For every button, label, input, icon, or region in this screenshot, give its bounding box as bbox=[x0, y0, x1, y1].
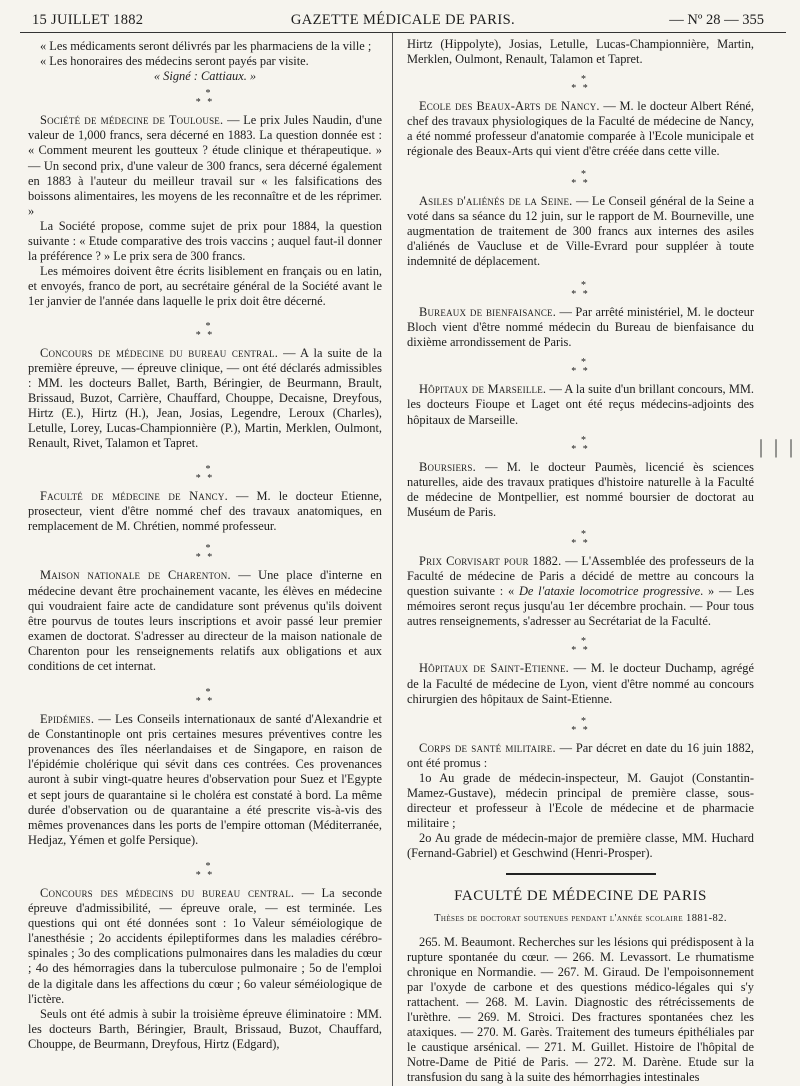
article-heading: Faculté de médecine de Nancy. bbox=[40, 489, 228, 504]
article-heading: Concours de médecine du bureau central. bbox=[40, 345, 279, 360]
asterism-divider: * * * bbox=[571, 280, 590, 301]
asterism-divider: * * * bbox=[195, 860, 215, 881]
article-concours-2: Concours des médecins du bureau central. — La seconde épreuve d'admissibilité, — épreuve orale, — est terminée. Les questions qui ont été données sont : 1o Valeur séméiologique de l'anesthésie ; 2o accidents épileptiformes dans les maladies cérébro-spinales ; 3o des complications pulmonaires dans les maladies du cœur ; 4o des hémorragies dans la tuberculose pulmonaire ; 5o de l'emploi de la digitale dans les affections du cœur ; 6o valeur séméiologique de l'ictère. bbox=[28, 885, 382, 1006]
article-heading: Maison nationale de Charenton. bbox=[40, 568, 231, 583]
columns bbox=[20, 33, 786, 1086]
article-heading: Prix Corvisart pour 1882. bbox=[419, 553, 562, 568]
article-nancy: Faculté de médecine de Nancy. — M. le docteur Etienne, prosecteur, vient d'être nommé chef des travaux anatomiques, en remplacement de M. Chrétien, nommé professeur. bbox=[28, 489, 383, 534]
asterism-divider: * * * bbox=[195, 464, 215, 485]
article-heading: Boursiers. bbox=[419, 459, 476, 474]
signature: « Signé : Cattiaux. » bbox=[153, 69, 257, 84]
paragraph: 1o Au grade de médecin-inspecteur, M. Gaujot (Constantin-Mamez-Gustave), médecin principal de première classe, sous-directeur et professeur à l'Ecole de médecine et de pharmacie militaire ; bbox=[407, 770, 754, 831]
header-title: GAZETTE MÉDICALE DE PARIS. bbox=[290, 12, 516, 28]
paragraph: La Société propose, comme sujet de prix pour 1884, la question suivante : « Etude comparative des trois vaccins ; auquel faut-il donner la préférence ? » Le prix sera de 300 francs. bbox=[28, 218, 382, 264]
article-boursiers: Boursiers. — M. le docteur Paumès, licencié ès sciences naturelles, aide des travaux pratiques d'histoire naturelle à la Faculté de médecine de Montpellier, est nommé boursier de doctorat au Muséum de Paris. bbox=[407, 459, 754, 519]
asterism-divider: * * * bbox=[571, 528, 590, 549]
thesis-list: 265. M. Beaumont. Recherches sur les lésions qui prédisposent à la rupture spontanée du cœur. — 266. M. Levassort. Le rhumatisme chronique en Normandie. — 267. M. Giraud. De l'empoisonnement par l'oxyde de carbone et des questions médico-légales qui s'y rattachent. — 268. M. Lavin. Diagnostic des rétrécissements de l'urèthre. — 269. M. Stroici. Des fractures spontanées chez les ataxiques. — 270. M. Garès. Traitement des tumeurs épithéliales par le caustique arsénical. — 271. M. Guillet. Histoire de l'hôpital de Notre-Dame de Pitié de Paris. — 272. M. Darène. Etude sur la transfusion du sang à la suite des hémorrhagies intestinales bbox=[407, 934, 754, 1085]
asterism-divider: * * * bbox=[571, 715, 590, 736]
article-asiles: Asiles d'aliénés de la Seine. — Le Conseil général de la Seine a voté dans sa séance du 12 juin, sur le rapport de M. Bourneville, une augmentation de traitement de 300 francs aux internes des asiles d'aliénés de Vaucluse et de Ville-Evrard pour suppléer à toute indemnité de déplacement. bbox=[407, 193, 754, 268]
asterism-divider: * * * bbox=[195, 687, 215, 708]
section-title: FACULTÉ DE MÉDECINE DE PARIS bbox=[454, 888, 707, 905]
asterism-divider: * * * bbox=[571, 636, 590, 657]
article-heading: Bureaux de bienfaisance. bbox=[419, 305, 557, 320]
article-heading: Concours des médecins du bureau central. bbox=[40, 885, 295, 900]
article-militaire: Corps de santé militaire. — Par décret en date du 16 juin 1882, ont été promus : bbox=[407, 740, 754, 770]
margin-marks: | | | bbox=[758, 436, 796, 458]
section-rule bbox=[506, 873, 656, 875]
article-epidemies: Epidémies. — Les Conseils internationaux de santé d'Alexandrie et de Constantinople ont pris certaines mesures préventives contre les provenances des îles néerlandaises et de Singapore, en raison de l'épidémie cholérique qui sévit dans ces contrées. Ces provenances auront à subir vingt-quatre heures d'observation pour Suez et l'Egypte et sept jours de quarantaine si le choléra est constaté à bord. La même durée d'observation ou de quarantaine a été prescrite vis-à-vis des mêmes provenances dans les ports de l'empire ottoman (Méditerranée, Hedjaz, Yémen et golfe Persique). bbox=[28, 712, 382, 847]
asterism-divider: * * * bbox=[571, 434, 590, 455]
left-column bbox=[20, 33, 392, 1086]
article-heading: Hôpitaux de Saint-Etienne. bbox=[419, 661, 569, 676]
header-page-number: — Nº 28 — 355 bbox=[669, 12, 764, 28]
paragraph: « Les médicaments seront délivrés par les pharmaciens de la ville ; bbox=[40, 39, 372, 53]
article-st-etienne: Hôpitaux de Saint-Etienne. — M. le docteur Duchamp, agrégé de la Faculté de médecine de Lyon, vient d'être nommé au concours chirurgien des hôpitaux de Saint-Etienne. bbox=[407, 661, 754, 706]
page-header bbox=[20, 8, 786, 33]
article-corvisart: Prix Corvisart pour 1882. — L'Assemblée des professeurs de la Faculté de médecine de Paris a décidé de mettre au concours la question suivante : « De l'ataxie locomotrice progressive. » — Les mémoires seront reçus jusqu'au 1er décembre prochain. — Pour tous autres renseignements, s'adresser au Secrétariat de la Faculté. bbox=[407, 553, 755, 629]
article-charenton: Maison nationale de Charenton. — Une place d'interne en médecine devant être prochainement vacante, les élèves en médecine qui voudraient faire acte de candidature sont prévenus qu'ils doivent être pourvus de toutes leurs inscriptions et avoir passé leur premier examen de doctorat. S'adresser au directeur de la maison nationale de Charenton pour les renseignements relatifs aux obligations et aux conditions de cet internat. bbox=[28, 568, 383, 673]
article-heading: Société de médecine de Toulouse. bbox=[40, 113, 224, 128]
article-bienfaisance: Bureaux de bienfaisance. — Par arrêté ministériel, M. le docteur Bloch vient d'être nommé médecin du Bureau de bienfaisance du dixième arrondissement de Paris. bbox=[407, 305, 754, 350]
asterism-divider: * * * bbox=[195, 320, 215, 341]
paragraph: Les mémoires doivent être écrits lisiblement en français ou en latin, et envoyés, franco de port, au secrétaire général de la Société avant le 1er janvier de l'année dans laquelle le prix doit être décerné. bbox=[28, 264, 382, 309]
paragraph: 2o Au grade de médecin-major de première classe, MM. Huchard (Fernand-Gabriel) et Geschwind (Henri-Prosper). bbox=[407, 831, 754, 861]
asterism-divider: * * * bbox=[195, 88, 215, 109]
article-concours: Concours de médecine du bureau central. — A la suite de la première épreuve, — épreuve clinique, — ont été déclarés admissibles : MM. les docteurs Ballet, Barth, Béringier, de Beurmann, Brault, Brissaud, Buzot, Carrière, Chauffard, Chouppe, Decaisne, Dreyfous, Hirtz (E.), Hirtz (H.), Jean, Josias, Legendre, Leroux (Charles), Letulle, Lorey, Lucas-Championnière (P.), Martin, Merklen, Oulmont, Renault, Rivet, Talamon et Tapret. bbox=[28, 345, 382, 451]
section-subtitle: Thèses de doctorat soutenues pendant l'année scolaire 1881-82. bbox=[434, 913, 727, 925]
paragraph: « Les honoraires des médecins seront payés par visite. bbox=[40, 54, 309, 69]
asterism-divider: * * * bbox=[195, 543, 215, 564]
article-toulouse: Société de médecine de Toulouse. — Le prix Jules Naudin, d'une valeur de 1,000 francs, sera décerné en 1883. La question donnée est : « Comment meurent les goutteux ? étude clinique et thérapeutique. » — Un second prix, d'une valeur de 300 francs, sera décerné également en 1883 à l'auteur du meilleur travail sur « les falsifications des boissons alimentaires, les moyens de les reconnaître et de les réprimer. » bbox=[28, 113, 382, 218]
article-heading: Asiles d'aliénés de la Seine. bbox=[419, 193, 573, 208]
article-heading: Hôpitaux de Marseille. bbox=[419, 382, 547, 397]
paragraph: Hirtz (Hippolyte), Josias, Letulle, Lucas-Championnière, Martin, Merklen, Oulmont, Renault, Talamon et Tapret. bbox=[407, 37, 754, 67]
article-heading: Corps de santé militaire. bbox=[419, 740, 556, 755]
asterism-divider: * * * bbox=[571, 168, 590, 189]
article-heading: Ecole des Beaux-Arts de Nancy. bbox=[419, 99, 600, 114]
header-date: 15 JUILLET 1882 bbox=[32, 12, 144, 28]
article-marseille: Hôpitaux de Marseille. — A la suite d'un brillant concours, MM. les docteurs Fioupe et Laget ont été reçus médecins-adjoints des hôpitaux de Marseille. bbox=[407, 382, 754, 427]
asterism-divider: * * * bbox=[571, 74, 590, 95]
asterism-divider: * * * bbox=[571, 357, 590, 378]
right-column bbox=[392, 33, 764, 1086]
paragraph: Seuls ont été admis à subir la troisième épreuve éliminatoire : MM. les docteurs Barth, Béringier, Brault, Brissaud, Buzot, Chauffard, Chouppe, de Beurmann, Dreyfous, Hirtz (Edgard), bbox=[28, 1006, 382, 1051]
article-beaux-arts: Ecole des Beaux-Arts de Nancy. — M. le docteur Albert Réné, chef des travaux physiologiques de la Faculté de médecine de Nancy, a été nommé professeur d'anatomie comparée à l'Ecole municipale et régionale des Beaux-Arts qui vient d'être créée dans cette ville. bbox=[407, 99, 754, 159]
article-heading: Epidémies. bbox=[40, 712, 95, 727]
